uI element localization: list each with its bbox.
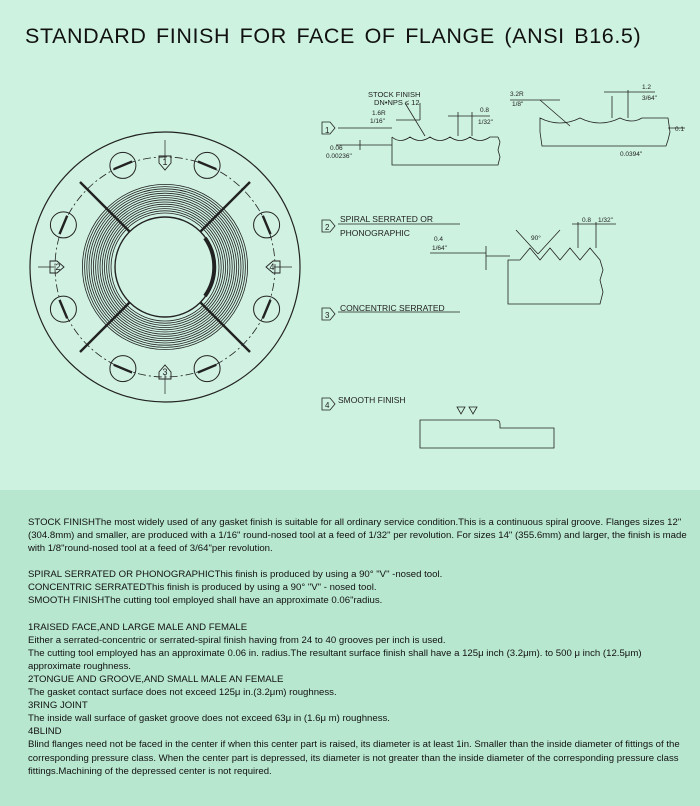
item3-line1: The inside wall surface of gasket groove does not exceed 63μ in (1.6μ m) roughness. xyxy=(28,713,390,725)
smooth-text: The cutting tool employed shall have an approximate 0.06"radius. xyxy=(104,595,383,607)
smooth-paragraph xyxy=(28,594,688,607)
smooth-number: 4 xyxy=(325,401,330,410)
finish-description xyxy=(28,516,688,778)
stock-dim-1: 1.6R xyxy=(372,110,386,117)
spiral-paragraph xyxy=(28,568,688,581)
stock-finish-term: STOCK FINISH xyxy=(28,517,95,528)
stock-large-dim-1: 3.2R xyxy=(510,91,524,98)
stock-dim-5: 0.06 xyxy=(330,145,343,152)
spiral-dim-2: 1/64" xyxy=(432,245,447,252)
smooth-label: SMOOTH FINISH xyxy=(338,395,406,405)
stock-dim-6: 0.00236" xyxy=(326,153,352,160)
page-title: STANDARD FINISH FOR FACE OF FLANGE (ANSI B16.5) xyxy=(25,24,642,48)
stock-finish-text: The most widely used of any gasket finish is suitable for all ordinary service condition.This is a continuous spiral groove. Flanges sizes 12"(304.8mm) and smaller, are produced with a 1/16" round-nosed tool at a feed of 1/32" per revolution. For sizes 14" (355.6mm) and larger, the finish is made with 1/8"round-nosed tool at a feed of 3/64"per revolution. xyxy=(28,517,687,555)
flange-number-3: 3 xyxy=(162,367,168,377)
concentric-number: 3 xyxy=(325,311,330,320)
spiral-dim-4: 1/32" xyxy=(598,217,613,224)
item4-line1: Blind flanges need not be faced in the center if when this center part is raised, its diameter is at least 1in. Smaller than the inside diameter of fittings of the corresponding pressure class. When the center part is depressed, its diameter is not greater than the inside diameter of the corresponding pressure class fittings.Machining of the depressed center is not required. xyxy=(28,739,680,777)
flange-face-drawing xyxy=(30,132,300,402)
spiral-number: 2 xyxy=(325,223,330,232)
flange-number-2: 2 xyxy=(55,262,61,272)
stock-finish-paragraph xyxy=(28,516,688,555)
concentric-text: This finish is produced by using a 90° "V" - nosed tool. xyxy=(146,582,377,594)
stock-finish-large-detail xyxy=(510,90,685,146)
item1-line2: The cutting tool employed has an approximate 0.06 in. radius.The resultant surface finish shall have a 125μ inch (3.2μm). to 500 μ inch (12.5μm) approximate roughness. xyxy=(28,647,642,672)
spiral-term: SPIRAL SERRATED OR PHONOGRAPHIC xyxy=(28,569,215,581)
spiral-label: SPIRAL SERRATED OR xyxy=(340,214,434,224)
flange-number-1: 1 xyxy=(162,157,168,167)
stock-size: DN•NPS ≤ 12 xyxy=(374,98,420,107)
item4-heading: 4BLIND xyxy=(28,726,62,738)
stock-dim-4: 1/32" xyxy=(478,119,493,126)
flange-number-4: 4 xyxy=(269,262,275,272)
stock-large-dim-5: 0.1 xyxy=(675,126,685,133)
stock-large-dim-2: 1/8" xyxy=(512,101,524,108)
smooth-term: SMOOTH FINISH xyxy=(28,595,105,607)
item1-line1: Either a serrated-concentric or serrated-spiral finish having from 24 to 40 grooves per inch is used. xyxy=(28,634,446,646)
item3-heading: 3RING JOINT xyxy=(28,700,88,712)
stock-dim-3: 0.8 xyxy=(480,107,490,114)
item2-line1: The gasket contact surface does not exceed 125μ in.(3.2μm) roughness. xyxy=(28,687,337,699)
stock-number: 1 xyxy=(325,126,330,135)
concentric-label: CONCENTRIC SERRATED xyxy=(340,303,445,313)
stock-label: STOCK FINISH xyxy=(368,90,421,99)
stock-large-dim-4: 3/64" xyxy=(642,95,657,102)
concentric-term: CONCENTRIC SERRATED xyxy=(28,582,147,594)
item1-heading: 1RAISED FACE,AND LARGE MALE AND FEMALE xyxy=(28,621,248,633)
spiral-dim-1: 0.4 xyxy=(434,236,444,243)
spiral-angle: 90° xyxy=(531,235,541,242)
stock-large-dim-6: 0.0394" xyxy=(620,151,643,158)
smooth-finish-detail xyxy=(322,398,554,448)
stock-large-dim-3: 1.2 xyxy=(642,84,652,91)
spiral-dim-3: 0.8 xyxy=(582,217,592,224)
spiral-text: This finish is produced by using a 90° "V" -nosed tool. xyxy=(214,569,443,581)
item2-heading: 2TONGUE AND GROOVE,AND SMALL MALE AN FEMALE xyxy=(28,673,284,685)
concentric-paragraph xyxy=(28,581,688,594)
stock-dim-2: 1/16" xyxy=(370,118,385,125)
spiral-label-2: PHONOGRAPHIC xyxy=(340,228,410,238)
